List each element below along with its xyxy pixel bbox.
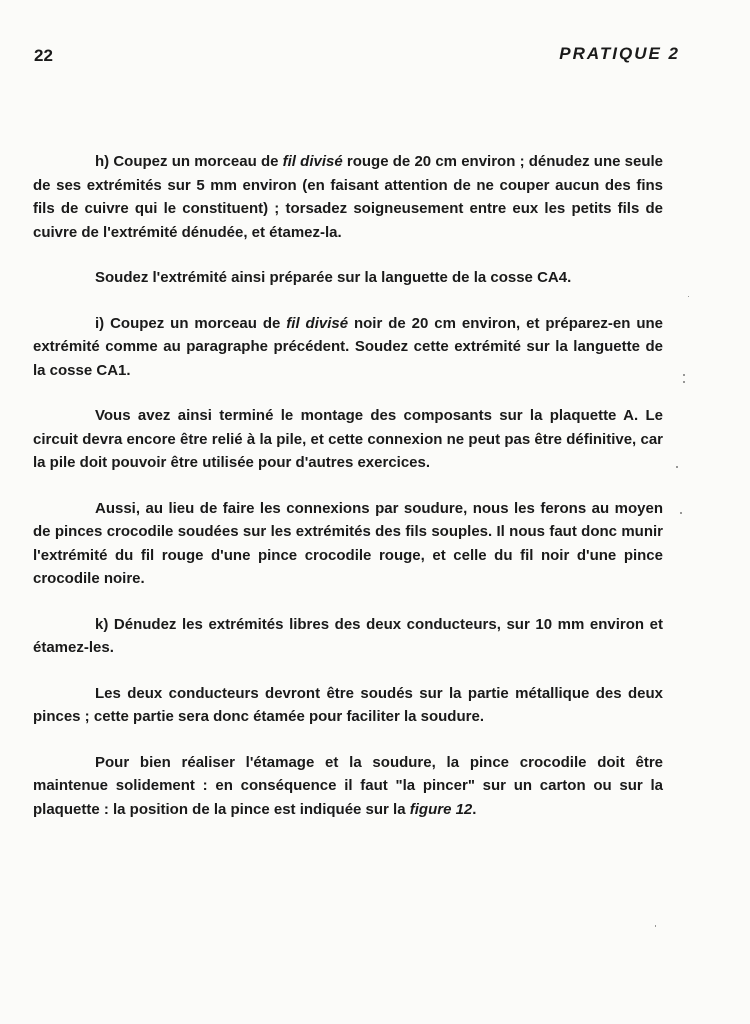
emphasis-text: fil divisé xyxy=(282,153,343,170)
paragraph-text: k) Dénudez les extrémités libres des deux conducteurs, sur 10 mm environ et étamez-les. xyxy=(33,615,663,656)
paragraph-tinning xyxy=(33,751,663,822)
body-text xyxy=(33,150,663,841)
paragraph-text: noir de 20 cm environ, et préparez-en une extrémité comme au paragraphe précédent. Soudez cette extrémité sur la languette de la cosse CA1. xyxy=(33,314,663,379)
paragraph-i xyxy=(33,312,663,383)
paragraph-conductors xyxy=(33,682,663,729)
paragraph-text: h) Coupez un morceau de xyxy=(95,153,283,170)
scan-speck xyxy=(683,381,685,383)
paragraph-montage-done xyxy=(33,404,663,475)
paragraph-text: rouge de 20 cm environ ; dénudez une seule de ses extrémités sur 5 mm environ (en faisant attention de ne couper aucun des fins fils de cuivre qui le constituent) ; torsadez soigneusement entre eux les petits fils de cuivre de l'extrémité dénudée, et étamez-la. xyxy=(33,153,664,241)
page-number: 22 xyxy=(34,46,53,65)
paragraph-text: Pour bien réaliser l'étamage et la soudure, la pince crocodile doit être maintenue solidement : en conséquence il faut "la pincer" sur un carton ou sur la plaquette : la position de la pince est indiquée sur la xyxy=(33,753,663,818)
scan-speck xyxy=(680,512,682,514)
paragraph-k xyxy=(33,613,663,660)
scan-speck xyxy=(688,296,689,297)
scan-speck xyxy=(683,374,685,376)
paragraph-solder-ca4 xyxy=(33,266,663,290)
paragraph-text: Vous avez ainsi terminé le montage des composants sur la plaquette A. Le circuit devra encore être relié à la pile, et cette connexion ne peut pas être définitive, car la pile doit pouvoir être utilisée pour d'autres exercices. xyxy=(33,407,663,471)
paragraph-h xyxy=(33,150,663,244)
paragraph-text: Les deux conducteurs devront être soudés sur la partie métallique des deux pinces ; cette partie sera donc étamée pour faciliter la soudure. xyxy=(33,684,663,725)
scan-speck xyxy=(655,925,656,927)
running-head: PRATIQUE 2 xyxy=(559,44,680,63)
scan-speck xyxy=(676,466,678,468)
paragraph-crocodile-clips xyxy=(33,497,663,591)
paragraph-text: Soudez l'extrémité ainsi préparée sur la languette de la cosse CA4. xyxy=(95,269,572,286)
paragraph-text: Aussi, au lieu de faire les connexions par soudure, nous les ferons au moyen de pinces crocodile soudées sur les extrémités des fils souples. Il nous faut donc munir l'extrémité du fil rouge d'une pince crocodile rouge, et celle du fil noir d'une pince crocodile noire. xyxy=(33,499,663,587)
paragraph-text: i) Coupez un morceau de xyxy=(95,314,287,332)
emphasis-text: figure 12 xyxy=(409,800,473,818)
emphasis-text: fil divisé xyxy=(286,314,349,332)
paragraph-text: . xyxy=(472,800,477,818)
